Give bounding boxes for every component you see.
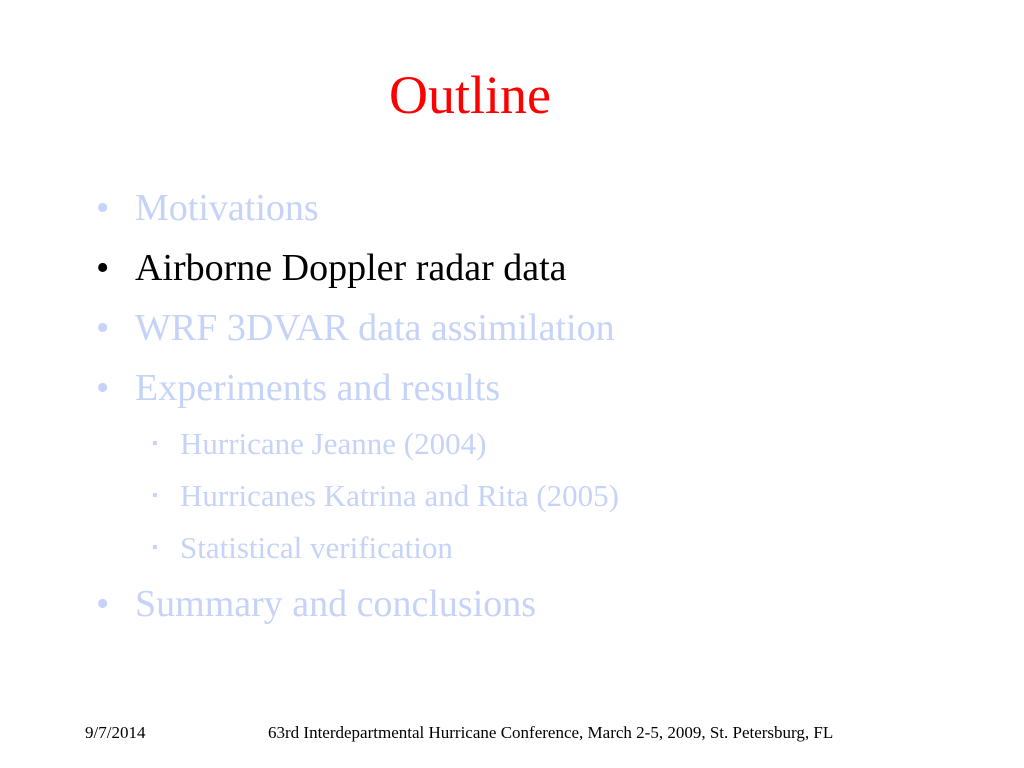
bullet-marker: • (96, 187, 110, 229)
subbullet-text: Statistical verification (180, 530, 453, 565)
slide-title: Outline (389, 65, 551, 125)
footer-conference: 63rd Interdepartmental Hurricane Conference, March 2-5, 2009, St. Petersburg, FL (268, 723, 834, 742)
bullet-text: Motivations (135, 187, 319, 229)
subbullet-text: Hurricane Jeanne (2004) (180, 426, 487, 461)
footer-date: 9/7/2014 (85, 723, 146, 742)
bullet-text: Experiments and results (135, 367, 501, 409)
bullet-marker: • (96, 367, 110, 409)
subbullet-text: Hurricanes Katrina and Rita (2005) (180, 478, 620, 513)
bullet-text: WRF 3DVAR data assimilation (135, 307, 615, 349)
bullet-text: Airborne Doppler radar data (135, 247, 567, 289)
bullet-text: Summary and conclusions (135, 583, 537, 625)
bullet-marker: • (96, 247, 110, 289)
bullet-marker: • (96, 307, 110, 349)
bullet-marker: • (96, 583, 110, 625)
subbullet-marker: ▪ (152, 487, 158, 504)
subbullet-marker: ▪ (152, 539, 158, 556)
subbullet-marker: ▪ (152, 435, 158, 452)
